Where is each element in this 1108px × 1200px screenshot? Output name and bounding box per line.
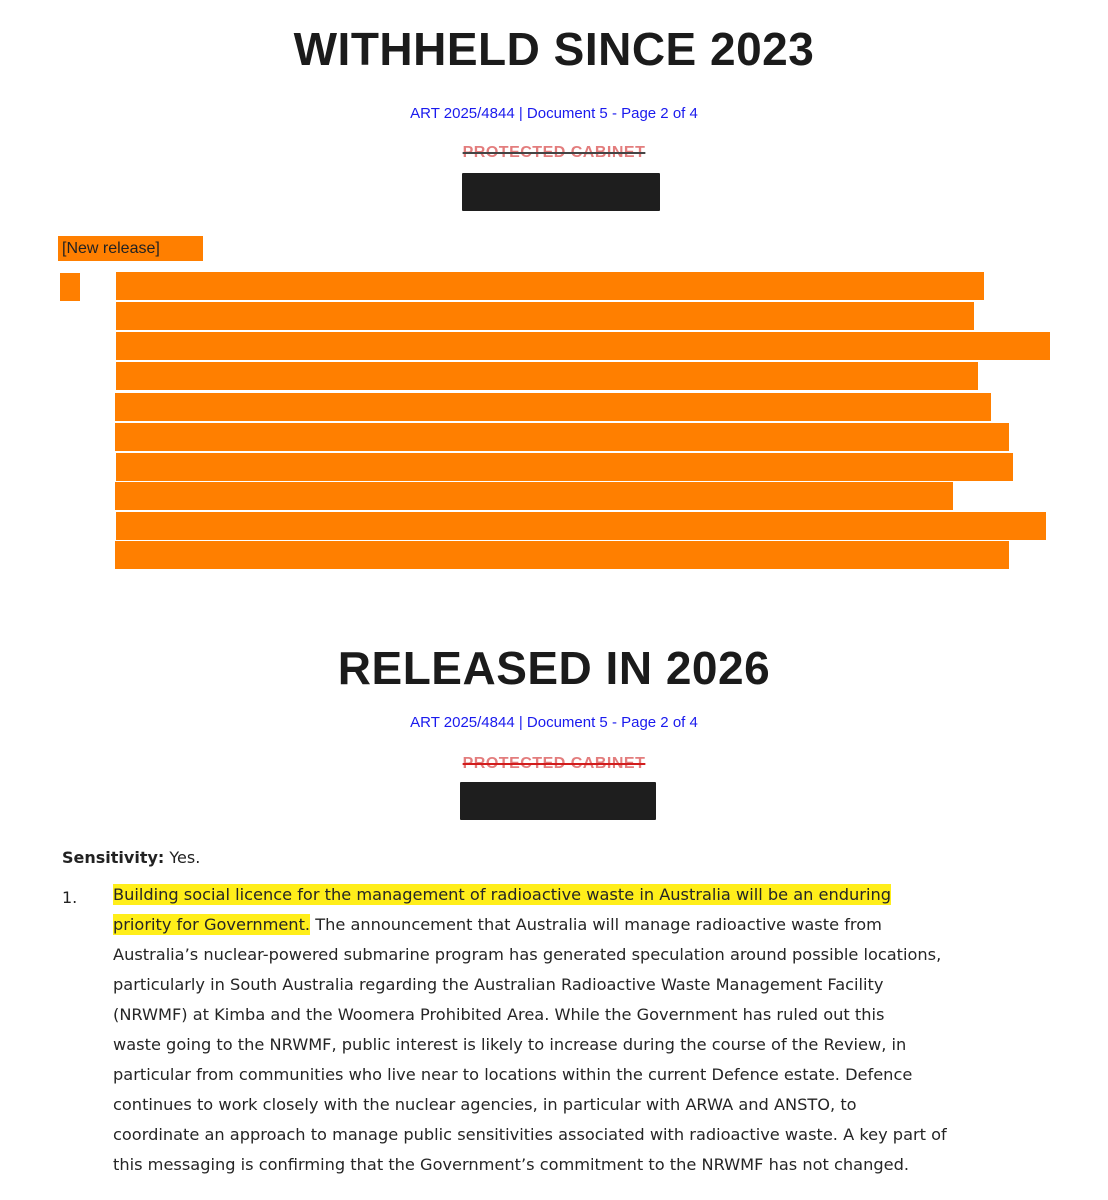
- sensitivity-line: [62, 845, 200, 871]
- redaction-line-9: [116, 512, 1046, 540]
- paragraph-line-2: [113, 910, 1093, 940]
- black-redaction-block-bottom: [460, 782, 656, 820]
- headline-released: RELEASED IN 2026: [337, 642, 771, 694]
- redaction-line-2: [116, 302, 974, 330]
- paragraph-number: 1.: [62, 888, 78, 907]
- paragraph-line-10: this messaging is confirming that the Government’s commitment to the NRWMF has not changed.: [113, 1155, 910, 1174]
- paragraph-line-7: particular from communities who live near to locations within the current Defence estate. Defence: [113, 1065, 913, 1084]
- paragraph-line-6: waste going to the NRWMF, public interest is likely to increase during the course of the Review, in: [113, 1035, 907, 1054]
- document-reference-text: ART 2025/4844 | Document 5 - Page 2 of 4: [410, 105, 698, 122]
- paragraph-line-9: coordinate an approach to manage public sensitivities associated with radioactive waste. A key part of: [113, 1125, 947, 1144]
- document-reference-top: [0, 106, 1108, 121]
- redaction-line-10: [115, 541, 1009, 569]
- black-redaction-block-top: [462, 173, 660, 211]
- redaction-line-4: [116, 362, 978, 390]
- highlighted-text-2: priority for Government.: [113, 915, 311, 934]
- sensitivity-label: Sensitivity:: [62, 848, 165, 867]
- document-reference-text: ART 2025/4844 | Document 5 - Page 2 of 4: [410, 714, 698, 731]
- paragraph-line-1: [113, 880, 1093, 910]
- sensitivity-value: Yes.: [169, 848, 201, 867]
- paragraph-line-5: (NRWMF) at Kimba and the Woomera Prohibited Area. While the Government has ruled out this: [113, 1005, 885, 1024]
- headline-withheld: WITHHELD SINCE 2023: [293, 23, 815, 75]
- redaction-line-6: [115, 423, 1009, 451]
- redaction-item-number: [60, 273, 80, 301]
- classification-marking-bottom: [0, 756, 1108, 772]
- released-paragraph: [113, 880, 1093, 1180]
- redaction-line-5: [115, 393, 991, 421]
- classification-text: PROTECTED CABINET: [462, 755, 646, 772]
- classification-text: PROTECTED CABINET: [462, 144, 646, 161]
- paragraph-line-4: particularly in South Australia regarding the Australian Radioactive Waste Management Facility: [113, 975, 884, 994]
- redaction-line-8: [115, 482, 953, 510]
- highlighted-text-1: Building social licence for the management of radioactive waste in Australia will be an enduring: [113, 885, 891, 904]
- paragraph-line-2-rest: The announcement that Australia will manage radioactive waste from: [310, 915, 882, 934]
- redaction-line-1: [116, 272, 984, 300]
- document-reference-bottom: [0, 715, 1108, 730]
- paragraph-line-8: continues to work closely with the nuclear agencies, in particular with ARWA and ANSTO, to: [113, 1095, 857, 1114]
- paragraph-line-3: Australia’s nuclear-powered submarine program has generated speculation around possible locations,: [113, 945, 942, 964]
- classification-marking-top: [0, 145, 1108, 161]
- redaction-line-7: [116, 453, 1013, 481]
- new-release-label: [New release]: [58, 236, 203, 261]
- redaction-line-3: [116, 332, 1050, 360]
